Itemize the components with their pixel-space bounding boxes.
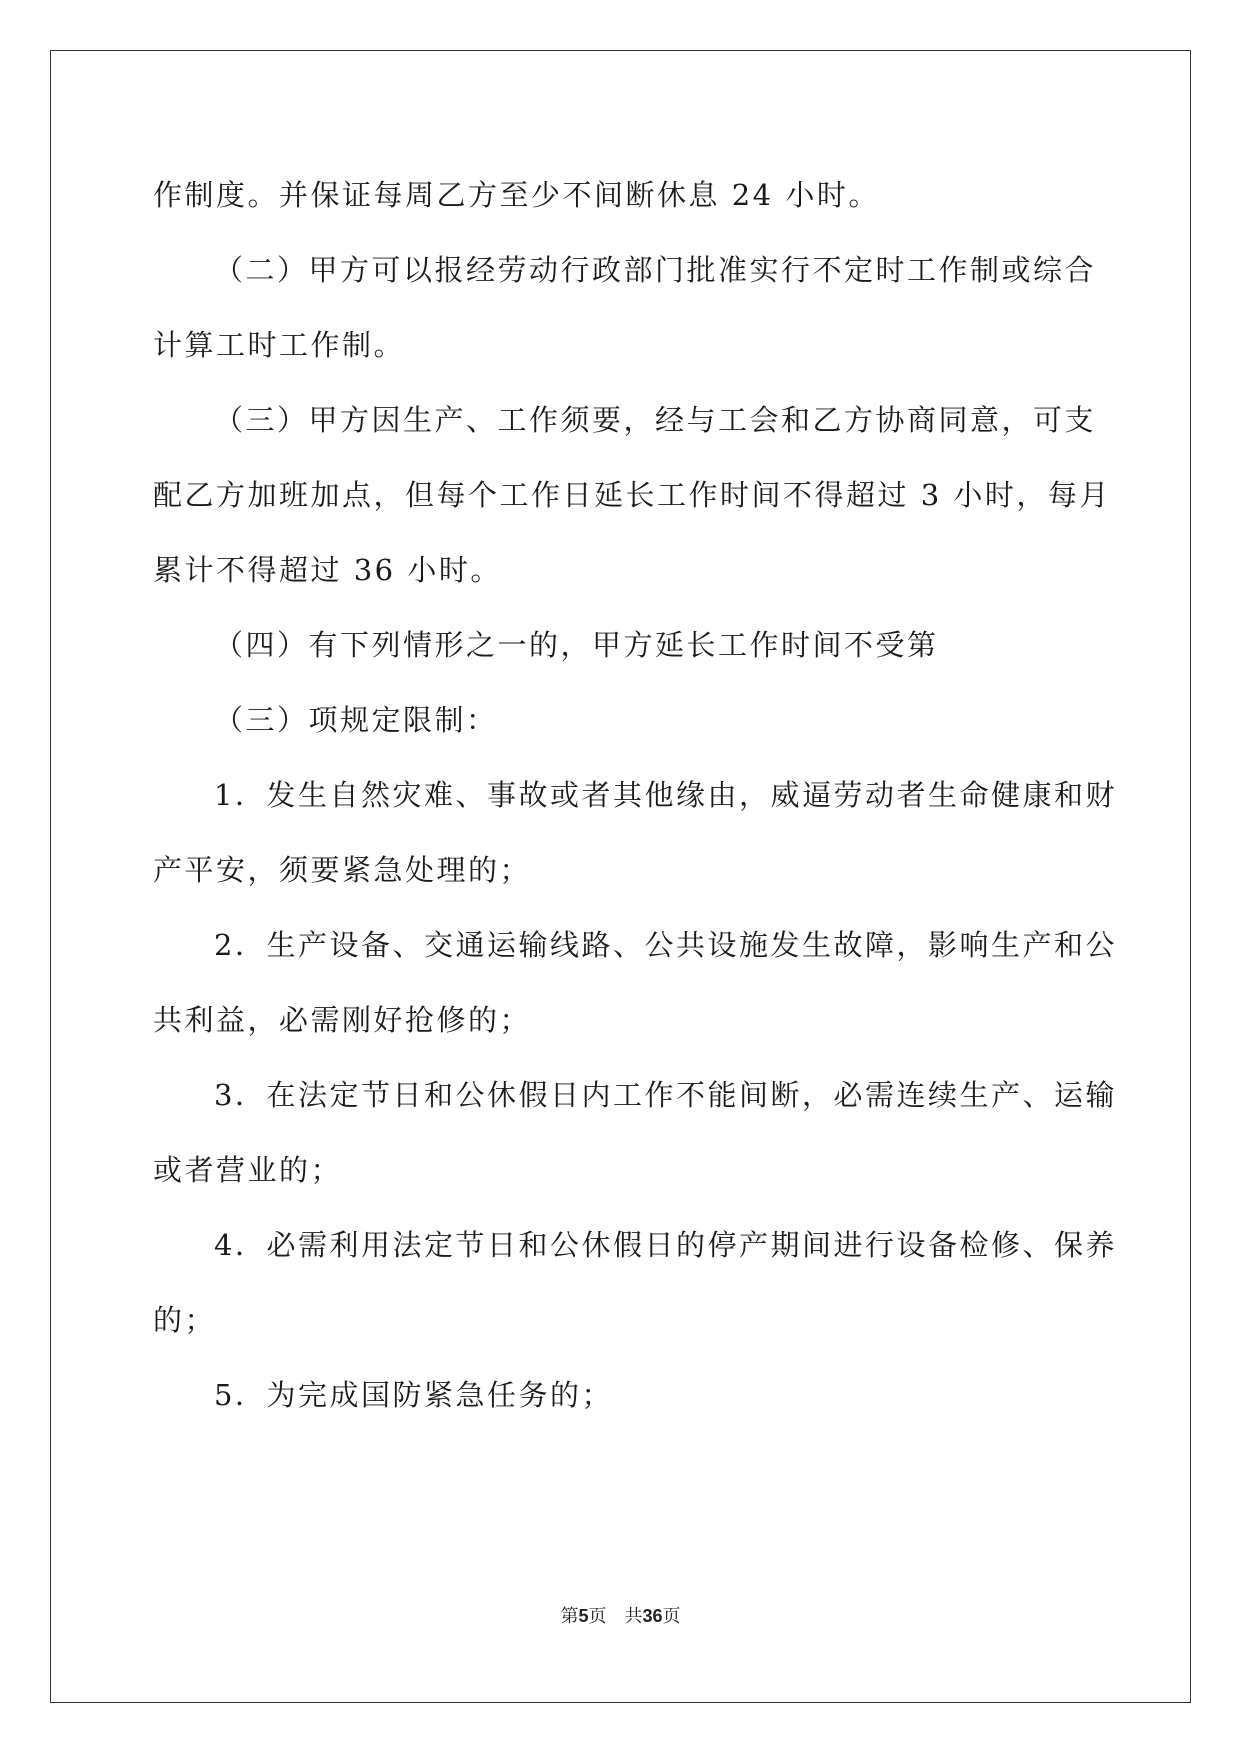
page-suffix: 页	[588, 1606, 607, 1626]
page-prefix: 第	[560, 1606, 579, 1626]
document-body	[153, 158, 1117, 1433]
paragraph-line-7: （四）有下列情形之一的，甲方延长工作时间不受第	[214, 628, 939, 662]
page-footer	[0, 1602, 1241, 1628]
paragraph-line-16: 的；	[153, 1303, 217, 1337]
paragraph-line-5: 配乙方加班加点，但每个工作日延长工作时间不得超过 3 小时，每月	[153, 478, 1111, 512]
paragraph-line-3: 计算工时工作制。	[153, 328, 406, 362]
paragraph-line-4: （三）甲方因生产、工作须要，经与工会和乙方协商同意，可支	[214, 403, 1097, 437]
paragraph-line-2: （二）甲方可以报经劳动行政部门批准实行不定时工作制或综合	[214, 253, 1097, 287]
paragraph-line-15: 4．必需利用法定节日和公休假日的停产期间进行设备检修、保养	[214, 1228, 1117, 1262]
paragraph-line-12: 共利益，必需刚好抢修的；	[153, 1003, 532, 1037]
paragraph-line-13: 3．在法定节日和公休假日内工作不能间断，必需连续生产、运输	[214, 1078, 1117, 1112]
paragraph-line-8: （三）项规定限制：	[214, 703, 498, 737]
paragraph-line-10: 产平安，须要紧急处理的；	[153, 853, 532, 887]
paragraph-line-6: 累计不得超过 36 小时。	[153, 553, 502, 587]
paragraph-line-17: 5．为完成国防紧急任务的；	[214, 1378, 613, 1412]
paragraph-line-14: 或者营业的；	[153, 1153, 343, 1187]
total-suffix: 页	[662, 1606, 681, 1626]
paragraph-line-11: 2．生产设备、交通运输线路、公共设施发生故障，影响生产和公	[214, 928, 1117, 962]
paragraph-line-1: 作制度。并保证每周乙方至少不间断休息 24 小时。	[153, 178, 880, 212]
total-prefix: 共	[624, 1606, 643, 1626]
page-number: 5	[578, 1606, 589, 1626]
paragraph-line-9: 1．发生自然灾难、事故或者其他缘由，威逼劳动者生命健康和财	[214, 778, 1117, 812]
total-pages: 36	[642, 1606, 663, 1626]
